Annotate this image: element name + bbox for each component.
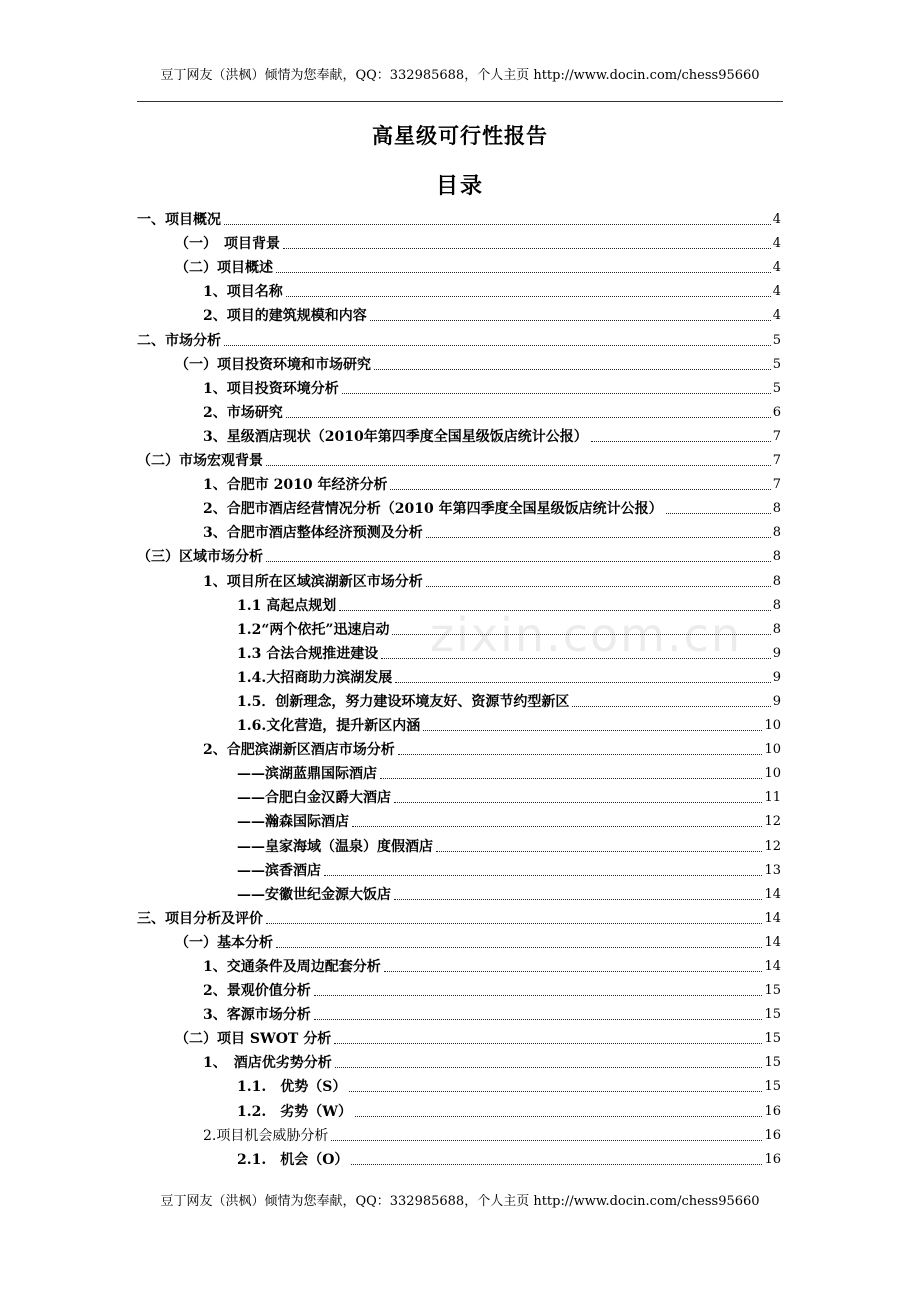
document-title: 高星级可行性报告	[372, 123, 548, 148]
toc-dot-leader	[276, 947, 762, 948]
toc-entry-page: 7	[772, 428, 781, 444]
toc-entry-page: 10	[764, 742, 781, 758]
toc-entry[interactable]	[137, 545, 781, 569]
toc-entry-page: 9	[772, 645, 781, 661]
toc-entry-page: 10	[764, 766, 781, 782]
toc-entry-page: 14	[764, 934, 781, 950]
toc-entry-page: 7	[772, 453, 781, 469]
toc-entry-label: 1、交通条件及周边配套分析	[203, 959, 381, 975]
toc-entry[interactable]	[137, 594, 781, 618]
toc-entry-label: （三）区域市场分析	[137, 549, 263, 566]
toc-entry-label: （二）市场宏观背景	[137, 453, 263, 470]
toc-entry-page: 5	[772, 356, 781, 372]
toc-dot-leader	[286, 296, 771, 297]
toc-dot-leader	[286, 417, 771, 418]
toc-entry[interactable]	[137, 521, 781, 545]
toc-entry-label: ——安徽世纪金源大饭店	[237, 886, 391, 903]
toc-entry[interactable]	[137, 690, 781, 714]
toc-entry[interactable]	[137, 353, 781, 377]
toc-dot-leader	[666, 513, 771, 514]
toc-entry-label: 1、项目所在区域滨湖新区市场分析	[203, 573, 423, 590]
toc-entry[interactable]	[137, 931, 781, 955]
toc-dot-leader	[335, 1067, 763, 1068]
toc-entry-label: （一） 项目背景	[175, 236, 280, 253]
toc-dot-leader	[380, 778, 762, 779]
toc-entry-label: 3、星级酒店现状（2010年第四季度全国星级饭店统计公报）	[203, 428, 588, 445]
toc-entry-page: 4	[772, 284, 781, 300]
toc-dot-leader	[283, 248, 771, 249]
toc-dot-leader	[426, 586, 771, 587]
toc-dot-leader	[395, 682, 770, 683]
toc-dot-leader	[394, 802, 762, 803]
toc-entry-page: 6	[772, 404, 781, 420]
toc-entry-label: 2、合肥滨湖新区酒店市场分析	[203, 742, 395, 759]
toc-dot-leader	[352, 826, 762, 827]
toc-entry-label: 2、景观价值分析	[203, 983, 311, 1000]
toc-entry[interactable]	[137, 449, 781, 473]
toc-entry-label: 1.1 高起点规划	[237, 597, 337, 614]
toc-dot-leader	[339, 610, 770, 611]
toc-dot-leader	[342, 393, 771, 394]
toc-entry[interactable]	[137, 1124, 781, 1148]
toc-entry-page: 14	[764, 959, 781, 974]
toc-entry-label: 3、客源市场分析	[203, 1007, 311, 1024]
page-header: 豆丁网友（洪枫）倾情为您奉献，QQ：332985688，个人主页 http://www.docin.com/chess95660	[160, 68, 760, 83]
toc-dot-leader	[351, 1164, 762, 1165]
toc-entry[interactable]	[137, 1148, 781, 1172]
toc-entry-label: （一）项目投资环境和市场研究	[175, 356, 371, 373]
toc-entry[interactable]	[137, 328, 781, 352]
toc-entry-page: 8	[772, 573, 781, 589]
toc-entry-label: 三、项目分析及评价	[137, 910, 263, 927]
toc-entry-label: 1.6.文化营造，提升新区内涵	[237, 718, 421, 735]
toc-entry-page: 5	[772, 332, 781, 348]
toc-entry[interactable]	[137, 642, 781, 666]
toc-entry-page: 8	[772, 501, 781, 517]
toc-entry-page: 4	[772, 212, 781, 228]
toc-dot-leader	[266, 561, 771, 562]
toc-heading: 目录	[435, 173, 484, 199]
toc-entry[interactable]	[137, 1003, 781, 1027]
toc-entry[interactable]	[137, 1075, 781, 1099]
toc-entry-label: 2、合肥市酒店经营情况分析（2010 年第四季度全国星级饭店统计公报）	[203, 501, 663, 518]
toc-entry-page: 16	[764, 1103, 781, 1119]
toc-entry-page: 15	[764, 1007, 781, 1023]
toc-dot-leader	[374, 369, 771, 370]
toc-entry[interactable]	[137, 714, 781, 738]
toc-entry-label: 2、市场研究	[203, 404, 283, 421]
toc-entry-label: （二）项目 SWOT 分析	[175, 1031, 332, 1048]
toc-entry-label: 1.4.大招商助力滨湖发展	[237, 669, 393, 686]
toc-entry[interactable]	[137, 1027, 781, 1051]
toc-entry-page: 15	[764, 1055, 781, 1071]
toc-entry-page: 8	[772, 621, 781, 637]
toc-entry-page: 9	[772, 693, 781, 709]
toc-dot-leader	[266, 465, 771, 466]
watermark: zixin.com.cn	[430, 608, 743, 662]
toc-entry[interactable]	[137, 618, 781, 642]
toc-entry-label: 1.2“两个依托”迅速启动	[237, 621, 390, 638]
toc-entry[interactable]	[137, 304, 781, 328]
toc-entry-label: 一、项目概况	[137, 212, 221, 229]
toc-dot-leader	[572, 706, 770, 707]
toc-entry-label: 3、合肥市酒店整体经济预测及分析	[203, 525, 423, 542]
toc-entry[interactable]	[137, 810, 781, 834]
toc-entry[interactable]	[137, 497, 781, 521]
toc-dot-leader	[314, 995, 763, 996]
toc-entry-page: 7	[772, 477, 781, 493]
toc-entry[interactable]	[137, 256, 781, 280]
toc-entry-label: 1.5．创新理念，努力建设环境友好、资源节约型新区	[237, 693, 570, 710]
toc-entry[interactable]	[137, 955, 781, 979]
toc-entry-page: 15	[764, 983, 781, 999]
toc-dot-leader	[355, 1116, 763, 1117]
toc-dot-leader	[370, 320, 771, 321]
toc-dot-leader	[314, 1019, 763, 1020]
toc-entry-label: 1.3 合法合规推进建设	[237, 645, 379, 662]
toc-entry[interactable]	[137, 666, 781, 690]
toc-entry-page: 12	[764, 838, 781, 854]
toc-dot-leader	[398, 754, 763, 755]
toc-entry[interactable]	[137, 859, 781, 883]
toc-entry-page: 16	[764, 1127, 781, 1143]
toc-dot-leader	[266, 923, 762, 924]
toc-entry-page: 5	[772, 380, 781, 396]
toc-entry[interactable]	[137, 834, 781, 858]
toc-entry-page: 11	[764, 790, 781, 806]
toc-entry-page: 8	[772, 525, 781, 541]
toc-entry-page: 10	[764, 718, 781, 734]
toc-entry[interactable]	[137, 473, 781, 497]
toc-entry-label: ——皇家海域（温泉）度假酒店	[237, 838, 433, 855]
toc-dot-leader	[390, 489, 770, 490]
toc-entry-page: 4	[772, 260, 781, 276]
toc-entry-label: 2、项目的建筑规模和内容	[203, 308, 367, 325]
toc-dot-leader	[436, 851, 762, 852]
toc-entry[interactable]	[137, 738, 781, 762]
toc-entry-label: 2.1. 机会（O）	[237, 1151, 349, 1168]
toc-entry-label: 1、项目名称	[203, 284, 283, 301]
toc-entry[interactable]	[137, 907, 781, 931]
toc-entry-page: 9	[772, 669, 781, 685]
toc-entry-page: 14	[764, 886, 781, 902]
toc-entry[interactable]	[137, 569, 781, 593]
toc-entry-page: 14	[764, 910, 781, 926]
toc-entry[interactable]	[137, 762, 781, 786]
toc-entry[interactable]	[137, 280, 781, 304]
toc-entry[interactable]	[137, 883, 781, 907]
toc-dot-leader	[349, 1091, 762, 1092]
toc-dot-leader	[276, 272, 771, 273]
toc-entry-label: （一）基本分析	[175, 934, 273, 951]
toc-dot-leader	[334, 1043, 762, 1044]
toc-dot-leader	[381, 658, 770, 659]
toc-entry-page: 15	[764, 1079, 781, 1095]
toc-dot-leader	[331, 1140, 762, 1141]
toc-dot-leader	[224, 345, 771, 346]
toc-entry-label: 1.2. 劣势（W）	[237, 1103, 352, 1120]
header-divider	[137, 101, 783, 102]
toc-entry[interactable]	[137, 1051, 781, 1075]
toc-dot-leader	[392, 634, 770, 635]
toc-dot-leader	[394, 899, 762, 900]
toc-entry-label: ——滨湖蓝鼎国际酒店	[237, 766, 377, 783]
toc-dot-leader	[591, 441, 771, 442]
toc-entry-page: 8	[772, 597, 781, 613]
toc-entry-page: 8	[772, 549, 781, 565]
toc-entry-page: 16	[764, 1151, 781, 1167]
toc-entry[interactable]	[137, 425, 781, 449]
toc-entry[interactable]	[137, 377, 781, 401]
toc-entry[interactable]	[137, 401, 781, 425]
toc-entry-page: 12	[764, 814, 781, 830]
toc-entry-page: 15	[764, 1031, 781, 1047]
toc-entry-page: 4	[772, 236, 781, 252]
toc-entry[interactable]	[137, 979, 781, 1003]
toc-entry[interactable]	[137, 1099, 781, 1123]
toc-entry-label: （二）项目概述	[175, 260, 273, 277]
toc-entry[interactable]	[137, 232, 781, 256]
toc-entry-label: ——合肥白金汉爵大酒店	[237, 790, 391, 807]
toc-dot-leader	[324, 875, 762, 876]
toc-entry-label: 1、项目投资环境分析	[203, 380, 339, 397]
toc-dot-leader	[426, 537, 771, 538]
toc-dot-leader	[423, 730, 762, 731]
toc-dot-leader	[224, 224, 771, 225]
toc-entry[interactable]	[137, 786, 781, 810]
page-footer: 豆丁网友（洪枫）倾情为您奉献，QQ：332985688，个人主页 http://www.docin.com/chess95660	[160, 1194, 760, 1209]
toc-entry-label: ——瀚森国际酒店	[237, 814, 349, 831]
table-of-contents	[137, 208, 781, 1172]
toc-entry-label: 二、市场分析	[137, 332, 221, 349]
toc-entry-label: 1、合肥市 2010 年经济分析	[203, 477, 388, 494]
toc-entry-page: 4	[772, 308, 781, 324]
toc-dot-leader	[384, 971, 763, 972]
toc-entry-label: ——滨香酒店	[237, 862, 321, 879]
toc-entry[interactable]	[137, 208, 781, 232]
toc-entry-label: 1、 酒店优劣势分析	[203, 1055, 332, 1072]
toc-entry-label: 2.项目机会威胁分析	[203, 1127, 329, 1144]
toc-entry-page: 13	[764, 862, 781, 878]
toc-entry-label: 1.1. 优势（S）	[237, 1079, 347, 1096]
